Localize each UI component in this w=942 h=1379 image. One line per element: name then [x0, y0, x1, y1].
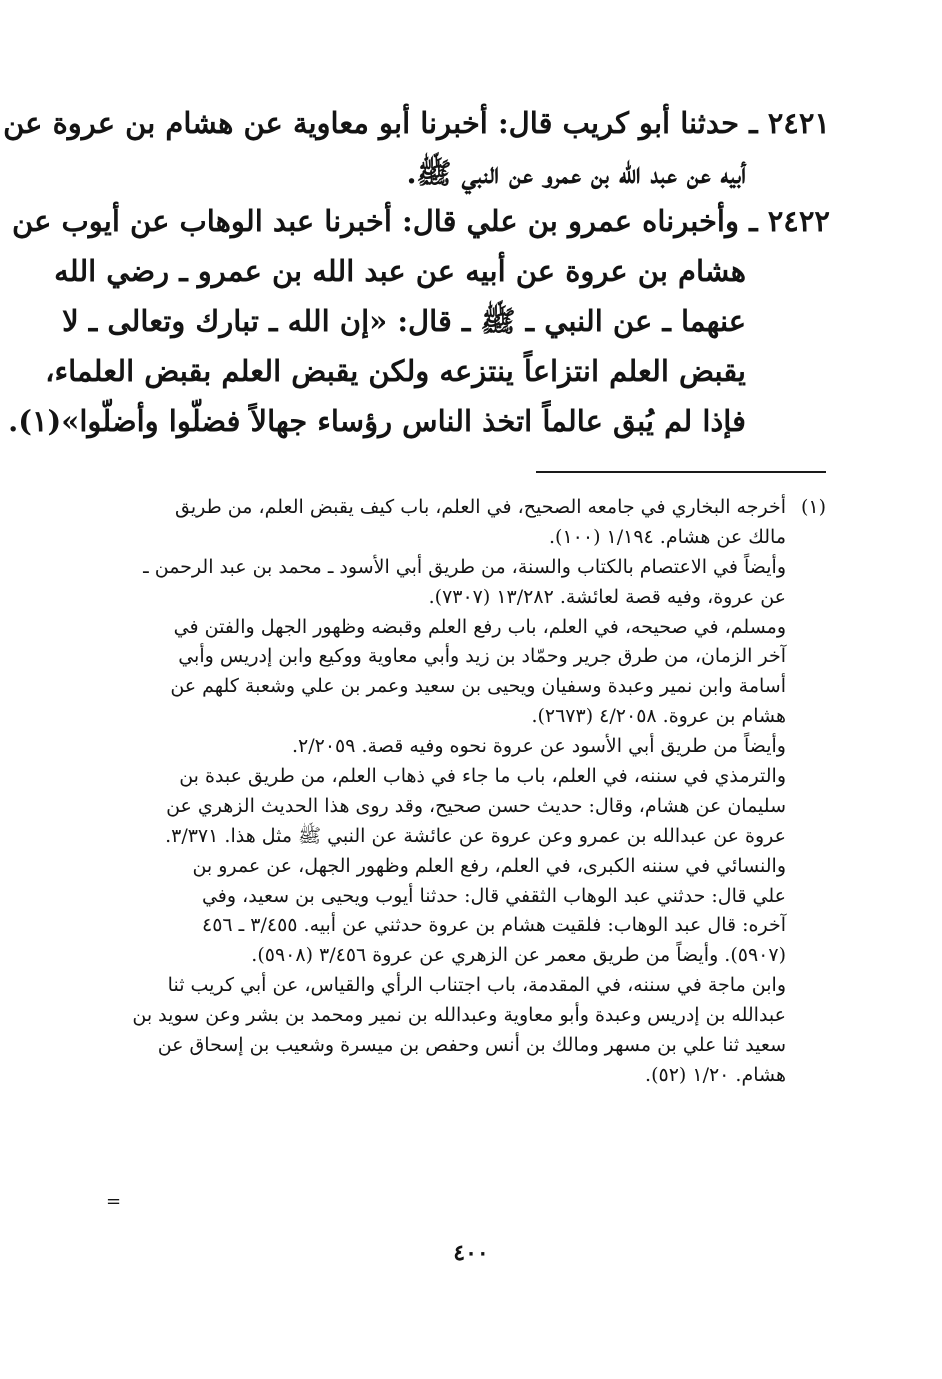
- footnote-line: عروة عن عبدالله بن عمرو وعن عروة عن عائشة عن النبي ﷺ مثل هذا. ٣/٣٧١.: [165, 824, 786, 847]
- hadith-line: يقبض العلم انتزاعاً ينتزعه ولكن يقبض العلم بقبض العلماء،: [45, 354, 746, 388]
- footnote-line: وأيضاً من طريق أبي الأسود عن عروة نحوه وفيه قصة. ٢/٢٠٥٩.: [291, 735, 786, 758]
- footnote-line: سعيد ثنا علي بن مسهر ومالك بن أنس وحفص بن ميسرة وشعيب بن إسحاق عن: [157, 1034, 786, 1057]
- footnote-line: ومسلم، في صحيحه، في العلم، باب رفع العلم وقبضه وظهور الجهل والفتن في: [173, 615, 786, 638]
- footnote-text: أخرجه البخاري في جامعه الصحيح، في العلم، باب كيف يقبض العلم، من طريق: [175, 496, 786, 518]
- footnote-number: (١): [800, 496, 826, 518]
- footnote-line: هشام بن عروة. ٤/٢٠٥٨ (٢٦٧٣).: [531, 705, 786, 728]
- footnote-line: آخر الزمان، من طرق جرير وحمّاد بن زيد وأبي معاوية ووكيع وابن إدريس وأبي: [178, 645, 786, 668]
- hadith-line: هشام بن عروة عن أبيه عن عبد الله بن عمرو ـ رضي الله: [54, 254, 746, 288]
- footnote-line: والنسائي في سننه الكبرى، في العلم، رفع العلم وظهور الجهل، عن عمرو بن: [192, 854, 786, 877]
- footnote-line: علي قال: حدثني عبد الوهاب الثقفي قال: حدثنا أيوب ويحيى بن سعيد، وفي: [201, 884, 786, 907]
- footnote-separator: [536, 471, 826, 473]
- footnote-line: مالك عن هشام. ١/١٩٤ (١٠٠).: [548, 525, 786, 548]
- hadith-line: عنهما ـ عن النبي ـ ﷺ ـ قال: «إن الله ـ تبارك وتعالى ـ لا: [62, 304, 746, 338]
- hadith-line: ٢٤٢٢ ـ وأخبرناه عمرو بن علي قال: أخبرنا عبد الوهاب عن أيوب عن: [12, 204, 830, 238]
- hadith-line: أبيه عن عبد الله بن عمرو عن النبي ﷺ.: [406, 156, 746, 190]
- footnote-line: وأيضاً في الاعتصام بالكتاب والسنة، من طريق أبي الأسود ـ محمد بن عبد الرحمن ـ: [143, 555, 786, 578]
- footnote-line: (٥٩٠٧). وأيضاً من طريق معمر عن الزهري عن عروة ٣/٤٥٦ (٥٩٠٨).: [251, 944, 786, 967]
- footnote-line: عن عروة، وفيه قصة لعائشة. ١٣/٢٨٢ (٧٣٠٧).: [428, 585, 786, 608]
- footnote-line: أسامة وابن نمير وعبدة وسفيان ويحيى بن سعيد وعمر بن علي وشعبة كلهم عن: [170, 675, 786, 698]
- footnotes: [118, 493, 826, 1091]
- footnote-line: عبدالله بن إدريس وعبدة وأبو معاوية وعبدالله بن نمير ومحمد بن بشر وعن سويد بن: [132, 1004, 786, 1027]
- footnote-line: هشام. ١/٢٠ (٥٢).: [645, 1063, 786, 1086]
- footnote-line: [118, 493, 826, 523]
- hadith-2422: [8, 196, 830, 446]
- hadith-2421: [3, 98, 830, 198]
- footnote-line: والترمذي في سننه، في العلم، باب ما جاء في ذهاب العلم، من طريق عبدة بن: [179, 765, 786, 788]
- footnote-line: آخره: قال عبد الوهاب: فلقيت هشام بن عروة حدثني عن أبيه. ٣/٤٥٥ ـ ٤٥٦: [201, 914, 786, 937]
- hadith-line: فإذا لم يُبق عالماً اتخذ الناس رؤساء جهالاً فضلّوا وأضلّوا»(١).: [8, 404, 746, 438]
- footnote-line: وابن ماجة في سننه، في المقدمة، باب اجتناب الرأي والقياس، عن أبي كريب ثنا: [167, 974, 786, 997]
- footnote-continuation-mark: =: [106, 1191, 122, 1212]
- hadith-line: ٢٤٢١ ـ حدثنا أبو كريب قال: أخبرنا أبو معاوية عن هشام بن عروة عن: [3, 106, 830, 140]
- page-number: ٤٠٠: [453, 1240, 489, 1266]
- footnote-line: سليمان عن هشام، وقال: حديث حسن صحيح، وقد روى هذا الحديث الزهري عن: [166, 794, 786, 817]
